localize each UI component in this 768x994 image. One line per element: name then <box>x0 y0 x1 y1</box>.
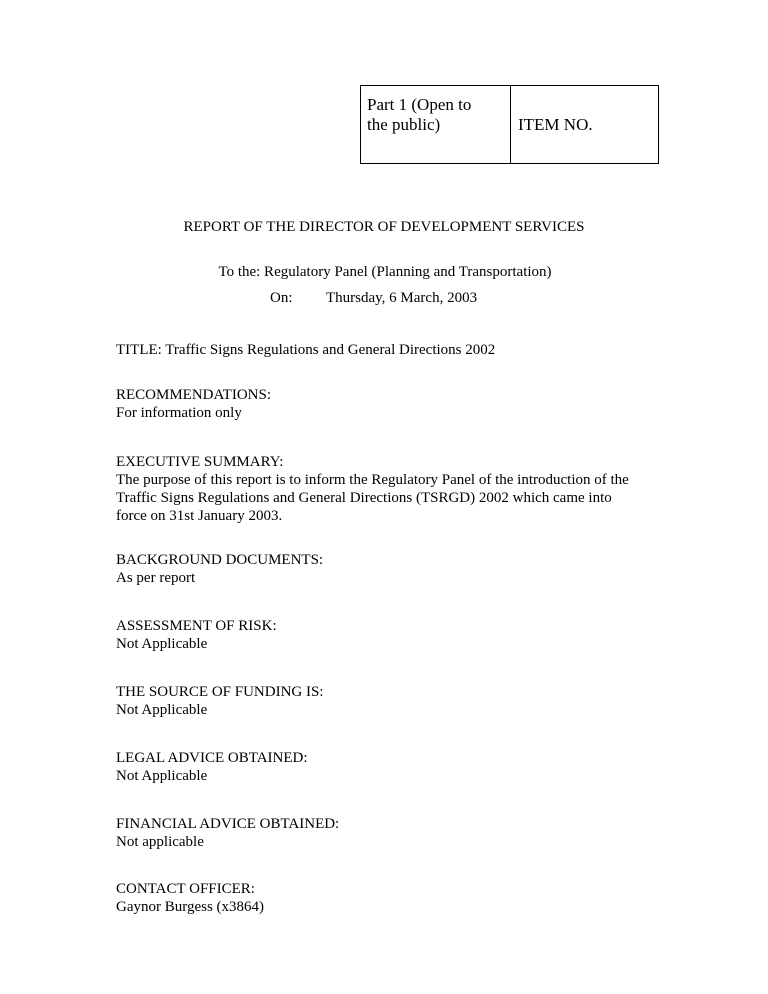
recommendations-section <box>116 386 676 422</box>
legal-advice-section <box>116 749 676 785</box>
meeting-date: Thursday, 6 March, 2003 <box>326 290 478 306</box>
section-heading: CONTACT OFFICER: <box>116 881 255 897</box>
source-of-funding-section <box>116 683 676 719</box>
section-heading: EXECUTIVE SUMMARY: <box>116 454 284 470</box>
contact-officer-section <box>116 880 676 916</box>
background-documents-section <box>116 551 676 587</box>
part-line-1: Part 1 (Open to <box>367 95 472 114</box>
paragraph-line: The purpose of this report is to inform the Regulatory Panel of the introduction of the <box>116 472 629 488</box>
section-text: Not applicable <box>116 834 204 850</box>
section-text: Not Applicable <box>116 636 208 652</box>
section-heading: ASSESSMENT OF RISK: <box>116 618 277 634</box>
executive-summary-paragraph <box>116 471 676 525</box>
report-of-heading: REPORT OF THE DIRECTOR OF DEVELOPMENT SERVICES <box>183 219 585 235</box>
report-title <box>116 341 676 359</box>
part-cell <box>361 86 511 163</box>
section-text: Gaynor Burgess (x3864) <box>116 899 265 915</box>
section-heading: BACKGROUND DOCUMENTS: <box>116 552 324 568</box>
section-text: Not Applicable <box>116 768 208 784</box>
part-line-2: the public) <box>367 115 441 134</box>
item-no-cell <box>511 86 658 163</box>
financial-advice-section <box>116 815 676 851</box>
header-table <box>360 85 659 164</box>
to-line: To the: Regulatory Panel (Planning and Transportation) <box>218 264 552 280</box>
paragraph-line: force on 31st January 2003. <box>116 508 283 524</box>
title-text: TITLE: Traffic Signs Regulations and General Directions 2002 <box>116 342 496 358</box>
paragraph-line: Traffic Signs Regulations and General Directions (TSRGD) 2002 which came into <box>116 490 612 506</box>
section-text: For information only <box>116 405 242 421</box>
section-heading: LEGAL ADVICE OBTAINED: <box>116 750 308 766</box>
executive-summary-section <box>116 453 676 525</box>
item-no-label: ITEM NO. <box>518 114 593 134</box>
section-heading: THE SOURCE OF FUNDING IS: <box>116 684 324 700</box>
on-label: On: <box>270 290 293 306</box>
section-heading: FINANCIAL ADVICE OBTAINED: <box>116 816 340 832</box>
on-line <box>270 289 477 307</box>
assessment-of-risk-section <box>116 617 676 653</box>
section-text: Not Applicable <box>116 702 208 718</box>
section-heading: RECOMMENDATIONS: <box>116 387 272 403</box>
section-text: As per report <box>116 570 196 586</box>
